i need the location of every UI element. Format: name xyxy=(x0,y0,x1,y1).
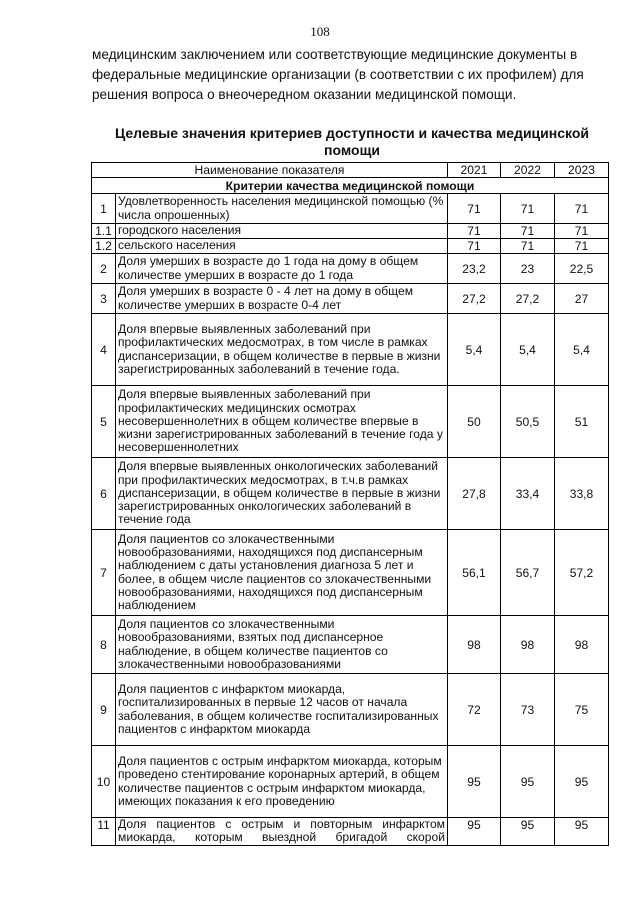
column-header-2021: 2021 xyxy=(448,163,501,178)
value-2023: 5,4 xyxy=(555,314,609,386)
row-number: 4 xyxy=(92,314,116,386)
row-number: 1 xyxy=(92,194,116,224)
value-2022: 50,5 xyxy=(501,386,555,458)
value-2022: 73 xyxy=(501,674,555,746)
value-2023: 51 xyxy=(555,386,609,458)
value-2021: 71 xyxy=(448,239,501,254)
table-heading-line: Целевые значения критериев доступности и качества медицинской xyxy=(115,125,589,141)
table-row xyxy=(92,314,609,386)
table-row xyxy=(92,386,609,458)
value-2023: 75 xyxy=(555,674,609,746)
value-2021: 50 xyxy=(448,386,501,458)
table-row xyxy=(92,194,609,224)
value-2023: 27 xyxy=(555,284,609,314)
value-2021: 95 xyxy=(448,746,501,818)
value-2022: 27,2 xyxy=(501,284,555,314)
row-number: 8 xyxy=(92,616,116,674)
table-row xyxy=(92,254,609,284)
value-2021: 27,2 xyxy=(448,284,501,314)
value-2021: 71 xyxy=(448,224,501,239)
intro-line: федеральные медицинские организации (в соответствии с их профилем) для xyxy=(92,67,584,82)
value-2023: 33,8 xyxy=(555,458,609,530)
value-2022: 71 xyxy=(501,239,555,254)
value-2023: 57,2 xyxy=(555,530,609,616)
row-number: 10 xyxy=(92,746,116,818)
intro-line: решения вопроса о внеочередном оказании медицинской помощи. xyxy=(92,87,517,102)
value-2022: 98 xyxy=(501,616,555,674)
indicator-name: Удовлетворенность населения медицинской помощью (% числа опрошенных) xyxy=(116,194,448,224)
value-2022: 5,4 xyxy=(501,314,555,386)
row-number: 7 xyxy=(92,530,116,616)
table-heading-line: помощи xyxy=(324,142,380,158)
value-2022: 33,4 xyxy=(501,458,555,530)
value-2022: 71 xyxy=(501,194,555,224)
table-row xyxy=(92,818,609,846)
indicator-name: сельского населения xyxy=(116,239,448,254)
table-row xyxy=(92,239,609,254)
intro-line: медицинским заключением или соответствующие медицинские документы в xyxy=(92,47,578,62)
value-2023: 95 xyxy=(555,818,609,846)
table-row xyxy=(92,746,609,818)
value-2023: 98 xyxy=(555,616,609,674)
value-2022: 56,7 xyxy=(501,530,555,616)
value-2022: 95 xyxy=(501,818,555,846)
value-2021: 5,4 xyxy=(448,314,501,386)
column-header-name: Наименование показателя xyxy=(92,163,448,178)
value-2022: 71 xyxy=(501,224,555,239)
row-number: 1.2 xyxy=(92,239,116,254)
table-row xyxy=(92,616,609,674)
indicator-name: Доля пациентов с острым и повторным инфарктом миокарда, которым выездной бригадой скорой xyxy=(116,818,448,846)
section-row xyxy=(92,178,609,194)
column-header-2022: 2022 xyxy=(501,163,555,178)
value-2023: 71 xyxy=(555,224,609,239)
table-row xyxy=(92,224,609,239)
value-2021: 71 xyxy=(448,194,501,224)
indicator-name: Доля пациентов с инфарктом миокарда, госпитализированных в первые 12 часов от начала заболевания, в общем количестве госпитализированных пациентов с инфарктом миокарда xyxy=(116,674,448,746)
table-heading xyxy=(92,125,612,159)
row-number: 6 xyxy=(92,458,116,530)
indicator-name: Доля впервые выявленных заболеваний при профилактических медосмотрах, в том числе в рамках диспансеризации, в общем количестве в первые в жизни зарегистрированных заболеваний в течение года. xyxy=(116,314,448,386)
row-number: 1.1 xyxy=(92,224,116,239)
value-2022: 95 xyxy=(501,746,555,818)
row-number: 3 xyxy=(92,284,116,314)
intro-paragraph xyxy=(92,45,612,105)
table-header-row xyxy=(92,163,609,178)
value-2021: 56,1 xyxy=(448,530,501,616)
table-row xyxy=(92,284,609,314)
indicator-name: городского населения xyxy=(116,224,448,239)
value-2023: 71 xyxy=(555,239,609,254)
value-2022: 23 xyxy=(501,254,555,284)
value-2021: 72 xyxy=(448,674,501,746)
table-row xyxy=(92,458,609,530)
value-2023: 71 xyxy=(555,194,609,224)
table-row xyxy=(92,530,609,616)
value-2021: 98 xyxy=(448,616,501,674)
value-2023: 95 xyxy=(555,746,609,818)
indicator-name: Доля впервые выявленных заболеваний при профилактических медицинских осмотрах несовершеннолетних в общем количестве впервые в жизни зарегистрированных заболеваний в течение года у несовершеннолетних xyxy=(116,386,448,458)
row-number: 9 xyxy=(92,674,116,746)
section-title: Критерии качества медицинской помощи xyxy=(92,178,609,194)
value-2023: 22,5 xyxy=(555,254,609,284)
value-2021: 23,2 xyxy=(448,254,501,284)
indicator-name: Доля умерших в возрасте 0 - 4 лет на дому в общем количестве умерших в возрасте 0-4 лет xyxy=(116,284,448,314)
table-row xyxy=(92,674,609,746)
indicator-name: Доля пациентов со злокачественными новообразованиями, взятых под диспансерное наблюдение, в общем количестве пациентов со злокачественными новообразованиями xyxy=(116,616,448,674)
indicator-name: Доля пациентов с острым инфарктом миокарда, которым проведено стентирование коронарных артерий, в общем количестве пациентов с острым инфарктом миокарда, имеющих показания к его проведению xyxy=(116,746,448,818)
indicator-name: Доля впервые выявленных онкологических заболеваний при профилактических медосмотрах, в т.ч.в рамках диспансеризации, в общем количестве в первые в жизни зарегистрированных онкологических заболеваний в течение года xyxy=(116,458,448,530)
criteria-table xyxy=(91,162,609,846)
indicator-name: Доля умерших в возрасте до 1 года на дому в общем количестве умерших в возрасте до 1 года xyxy=(116,254,448,284)
row-number: 5 xyxy=(92,386,116,458)
page-number: 108 xyxy=(310,24,330,39)
row-number: 11 xyxy=(92,818,116,846)
row-number: 2 xyxy=(92,254,116,284)
value-2021: 95 xyxy=(448,818,501,846)
column-header-2023: 2023 xyxy=(555,163,609,178)
indicator-name: Доля пациентов со злокачественными новообразованиями, находящихся под диспансерным наблюдением с даты установления диагноза 5 лет и более, в общем числе пациентов со злокачественными новообразованиями, находящихся под диспансерным наблюдением xyxy=(116,530,448,616)
value-2021: 27,8 xyxy=(448,458,501,530)
